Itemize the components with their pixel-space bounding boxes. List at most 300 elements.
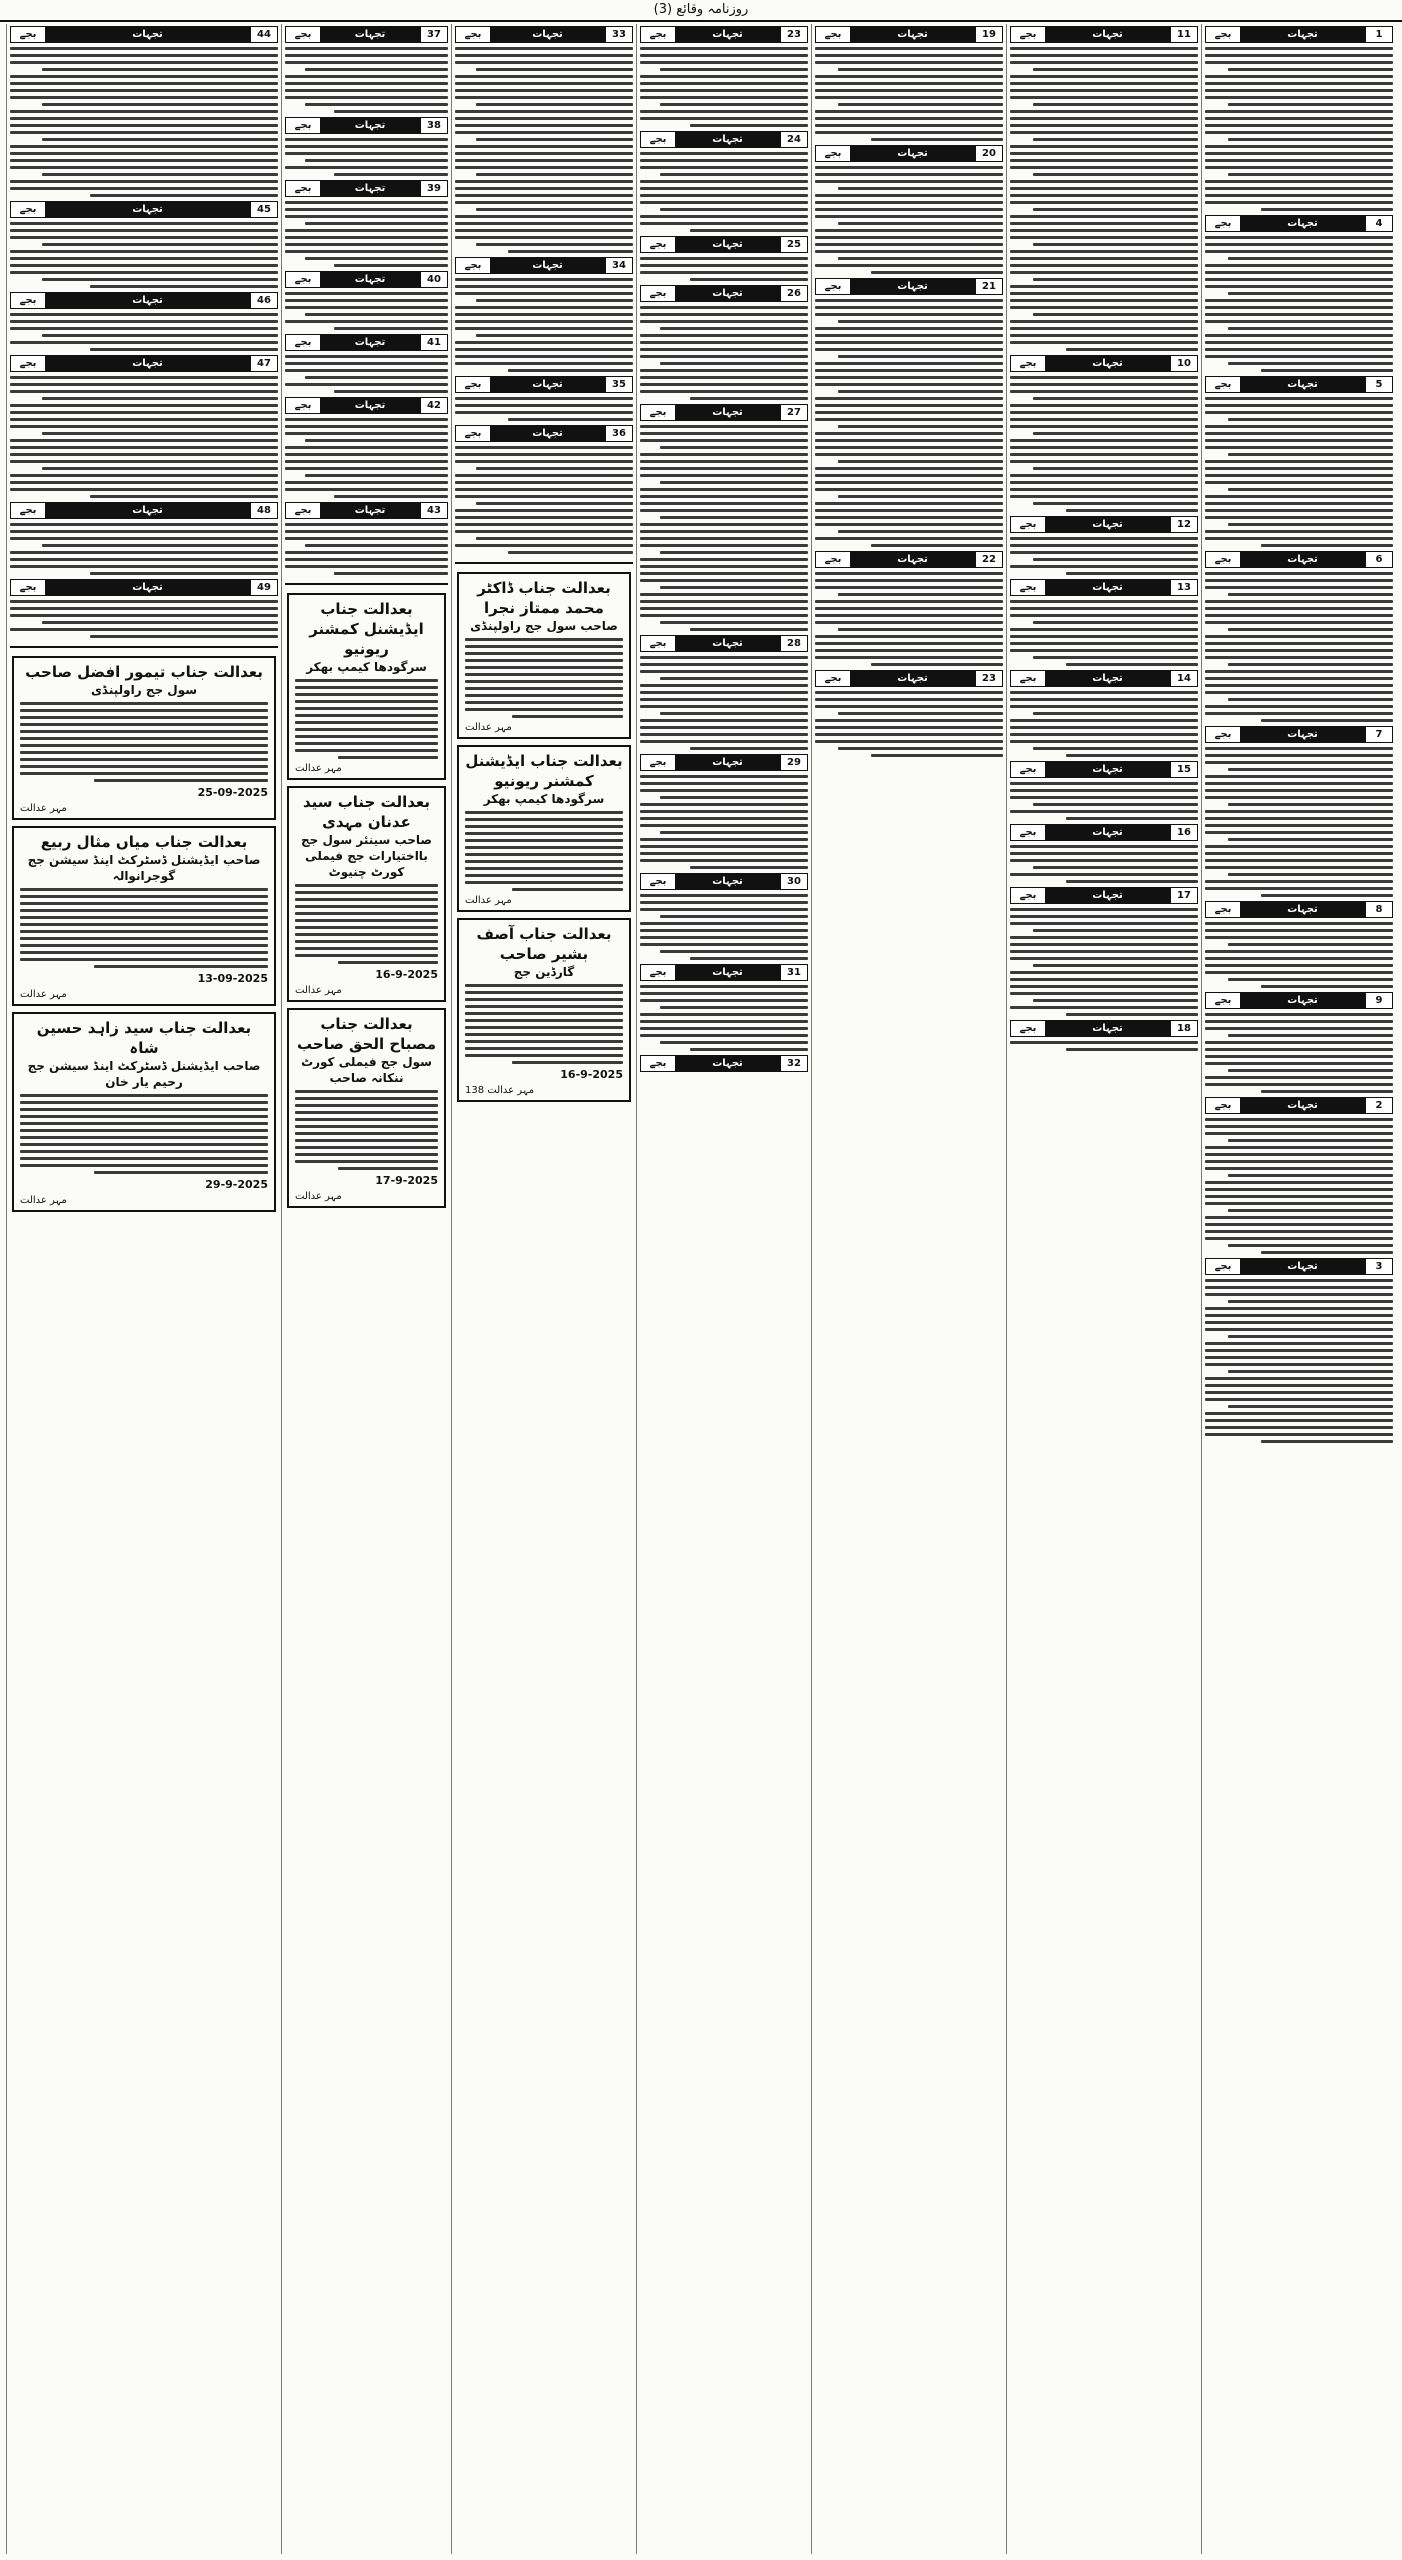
- court-subtitle: گارڈین جج: [513, 965, 575, 979]
- text-line: [815, 264, 1003, 267]
- notice-item: [10, 355, 278, 498]
- text-line: [640, 96, 808, 99]
- text-line: [1066, 509, 1198, 512]
- text-line: [476, 334, 633, 337]
- notice-header: [1205, 26, 1393, 43]
- court-notice: [287, 593, 446, 780]
- text-line: [465, 673, 623, 676]
- text-line: [815, 614, 1003, 617]
- text-line: [295, 1153, 438, 1156]
- text-line: [285, 453, 448, 456]
- text-line: [455, 215, 633, 218]
- text-line: [1261, 1251, 1393, 1254]
- notice-item: [10, 26, 278, 197]
- text-line: [1010, 978, 1198, 981]
- text-line: [20, 923, 268, 926]
- text-line: [476, 208, 633, 211]
- text-line: [660, 1041, 808, 1044]
- text-line: [1205, 495, 1393, 498]
- text-line: [455, 341, 633, 344]
- text-line: [295, 714, 438, 717]
- text-line: [285, 229, 448, 232]
- notice-number: 42: [420, 398, 447, 413]
- notice-tag: بجے: [1206, 727, 1240, 742]
- notice-label: تجہات: [45, 356, 250, 371]
- text-line: [10, 327, 278, 330]
- text-line: [455, 222, 633, 225]
- text-line: [640, 117, 808, 120]
- notice-header: [640, 236, 808, 253]
- text-line: [10, 47, 278, 50]
- text-line: [1033, 929, 1198, 932]
- court-body: [295, 1090, 438, 1170]
- text-line: [640, 54, 808, 57]
- text-line: [815, 698, 1003, 701]
- text-line: [285, 201, 448, 204]
- text-line: [10, 453, 278, 456]
- text-line: [1205, 1041, 1393, 1044]
- text-line: [1066, 1048, 1198, 1051]
- text-line: [640, 152, 808, 155]
- text-line: [1228, 453, 1393, 456]
- text-line: [10, 446, 278, 449]
- text-line: [1205, 425, 1393, 428]
- text-line: [1205, 607, 1393, 610]
- notice-label: تجہات: [675, 132, 780, 147]
- text-line: [1205, 1153, 1393, 1156]
- notice-header: [640, 873, 808, 890]
- notice-number: 8: [1365, 902, 1392, 917]
- notice-number: 16: [1170, 825, 1197, 840]
- text-line: [1205, 537, 1393, 540]
- notice-body: [10, 376, 278, 498]
- text-line: [455, 481, 633, 484]
- text-line: [640, 264, 808, 267]
- notice-number: 1: [1365, 27, 1392, 42]
- text-line: [640, 663, 808, 666]
- notice-header: [640, 754, 808, 771]
- text-line: [815, 600, 1003, 603]
- notice-item: [640, 285, 808, 400]
- text-line: [815, 299, 1003, 302]
- text-line: [1010, 222, 1198, 225]
- text-line: [512, 1061, 623, 1064]
- text-line: [1010, 341, 1198, 344]
- notice-tag: بجے: [1206, 377, 1240, 392]
- text-line: [20, 944, 268, 947]
- text-line: [1010, 1006, 1198, 1009]
- notice-header: [10, 26, 278, 43]
- court-notice: [287, 1008, 446, 1208]
- notice-body: [815, 299, 1003, 547]
- text-line: [640, 194, 808, 197]
- text-line: [305, 222, 448, 225]
- text-line: [815, 250, 1003, 253]
- text-line: [815, 579, 1003, 582]
- text-line: [1205, 306, 1393, 309]
- text-line: [815, 180, 1003, 183]
- notice-number: 30: [780, 874, 807, 889]
- text-line: [1205, 1328, 1393, 1331]
- text-line: [815, 117, 1003, 120]
- text-line: [640, 810, 808, 813]
- notice-label: تجہات: [1045, 580, 1170, 595]
- text-line: [1205, 747, 1393, 750]
- text-line: [838, 712, 1003, 715]
- divider: [10, 646, 278, 648]
- text-line: [295, 728, 438, 731]
- text-line: [476, 299, 633, 302]
- notice-tag: بجے: [11, 202, 45, 217]
- notice-item: [1205, 376, 1393, 547]
- text-line: [455, 292, 633, 295]
- text-line: [295, 721, 438, 724]
- text-line: [815, 446, 1003, 449]
- text-line: [1205, 47, 1393, 50]
- text-line: [285, 236, 448, 239]
- text-line: [1010, 264, 1198, 267]
- notice-number: 37: [420, 27, 447, 42]
- text-line: [1205, 313, 1393, 316]
- text-line: [1010, 635, 1198, 638]
- notice-tag: بجے: [286, 181, 320, 196]
- text-line: [640, 306, 808, 309]
- text-line: [1010, 327, 1198, 330]
- text-line: [1205, 1020, 1393, 1023]
- notice-label: تجہات: [850, 146, 975, 161]
- text-line: [10, 404, 278, 407]
- text-line: [42, 544, 278, 547]
- text-line: [640, 845, 808, 848]
- text-line: [455, 180, 633, 183]
- text-line: [42, 467, 278, 470]
- text-line: [455, 495, 633, 498]
- text-line: [285, 362, 448, 365]
- text-line: [838, 425, 1003, 428]
- text-line: [285, 89, 448, 92]
- notice-item: [815, 145, 1003, 274]
- text-line: [1228, 1069, 1393, 1072]
- text-line: [10, 180, 278, 183]
- text-line: [660, 551, 808, 554]
- text-line: [660, 950, 808, 953]
- text-line: [640, 656, 808, 659]
- text-line: [690, 124, 808, 127]
- text-line: [90, 572, 278, 575]
- text-line: [455, 145, 633, 148]
- text-line: [10, 222, 278, 225]
- text-line: [815, 47, 1003, 50]
- text-line: [1205, 754, 1393, 757]
- court-body: [20, 888, 268, 968]
- notice-tag: بجے: [286, 335, 320, 350]
- text-line: [640, 922, 808, 925]
- text-line: [455, 117, 633, 120]
- notice-item: [1205, 26, 1393, 211]
- notice-tag: بجے: [641, 132, 675, 147]
- notice-item: [1010, 670, 1198, 757]
- text-line: [1205, 1398, 1393, 1401]
- text-line: [815, 236, 1003, 239]
- text-line: [285, 138, 448, 141]
- text-line: [10, 425, 278, 428]
- text-line: [295, 707, 438, 710]
- text-line: [815, 572, 1003, 575]
- text-line: [285, 446, 448, 449]
- text-line: [10, 530, 278, 533]
- text-line: [10, 82, 278, 85]
- text-line: [285, 47, 448, 50]
- notice-number: 6: [1365, 552, 1392, 567]
- text-line: [1010, 320, 1198, 323]
- text-line: [455, 82, 633, 85]
- court-subtitle: سرگودھا کیمپ بھکر: [306, 660, 427, 674]
- text-line: [815, 453, 1003, 456]
- text-line: [838, 257, 1003, 260]
- text-line: [640, 992, 808, 995]
- text-line: [1010, 425, 1198, 428]
- text-line: [640, 166, 808, 169]
- notice-label: تجہات: [1240, 902, 1365, 917]
- text-line: [1010, 691, 1198, 694]
- text-line: [1205, 1237, 1393, 1240]
- text-line: [295, 947, 438, 950]
- text-line: [1010, 474, 1198, 477]
- text-line: [1010, 845, 1198, 848]
- text-line: [690, 747, 808, 750]
- text-line: [512, 888, 623, 891]
- text-line: [1205, 1216, 1393, 1219]
- court-seal-text: مہر عدالت: [465, 722, 512, 733]
- text-line: [1033, 432, 1198, 435]
- text-line: [465, 659, 623, 662]
- text-line: [815, 110, 1003, 113]
- text-line: [660, 103, 808, 106]
- text-line: [10, 110, 278, 113]
- text-line: [1205, 502, 1393, 505]
- text-line: [1205, 1384, 1393, 1387]
- text-line: [338, 1167, 438, 1170]
- notice-tag: بجے: [11, 356, 45, 371]
- notice-item: [10, 502, 278, 575]
- text-line: [1205, 117, 1393, 120]
- notice-body: [640, 775, 808, 869]
- text-line: [1010, 607, 1198, 610]
- text-line: [1205, 54, 1393, 57]
- text-line: [20, 958, 268, 961]
- notice-tag: بجے: [816, 146, 850, 161]
- text-line: [455, 110, 633, 113]
- text-line: [660, 481, 808, 484]
- text-line: [1205, 1363, 1393, 1366]
- text-line: [10, 376, 278, 379]
- text-line: [1205, 89, 1393, 92]
- text-line: [1205, 474, 1393, 477]
- text-line: [1205, 166, 1393, 169]
- divider: [455, 562, 633, 564]
- notice-number: 27: [780, 405, 807, 420]
- text-line: [640, 894, 808, 897]
- text-line: [640, 691, 808, 694]
- notice-item: [455, 26, 633, 253]
- text-line: [1010, 488, 1198, 491]
- text-line: [1205, 1013, 1393, 1016]
- notice-item: [1010, 824, 1198, 883]
- text-line: [1010, 985, 1198, 988]
- text-line: [1205, 1076, 1393, 1079]
- text-line: [640, 201, 808, 204]
- notice-label: تجہات: [490, 258, 605, 273]
- text-line: [815, 397, 1003, 400]
- notice-tag: بجے: [1206, 902, 1240, 917]
- court-title: بعدالت جناب آصف بشیر صاحب: [476, 925, 612, 963]
- notice-header: [285, 180, 448, 197]
- text-line: [1033, 866, 1198, 869]
- notice-item: [1205, 1258, 1393, 1443]
- notice-item: [640, 26, 808, 127]
- notice-tag: بجے: [1206, 1098, 1240, 1113]
- notice-item: [1010, 355, 1198, 512]
- text-line: [1010, 481, 1198, 484]
- text-line: [1205, 600, 1393, 603]
- text-line: [295, 1139, 438, 1142]
- text-line: [1010, 1041, 1198, 1044]
- notice-label: تجہات: [675, 237, 780, 252]
- text-line: [1010, 852, 1198, 855]
- notice-header: [1205, 1097, 1393, 1114]
- text-line: [1010, 145, 1198, 148]
- text-line: [10, 313, 278, 316]
- text-line: [1228, 663, 1393, 666]
- text-line: [42, 68, 278, 71]
- text-line: [42, 334, 278, 337]
- court-subtitle: صاحب سینئر سول جج بااختیارات جج فیملی کورٹ چنیوٹ: [301, 833, 432, 879]
- text-line: [640, 705, 808, 708]
- text-line: [815, 173, 1003, 176]
- notice-label: تجہات: [850, 279, 975, 294]
- text-line: [640, 740, 808, 743]
- text-line: [1228, 698, 1393, 701]
- notice-item: [1205, 551, 1393, 722]
- text-line: [1010, 614, 1198, 617]
- text-line: [1205, 446, 1393, 449]
- text-line: [10, 551, 278, 554]
- text-line: [10, 166, 278, 169]
- text-line: [1010, 110, 1198, 113]
- notice-tag: بجے: [816, 279, 850, 294]
- notice-number: 43: [420, 503, 447, 518]
- text-line: [455, 201, 633, 204]
- text-line: [1010, 82, 1198, 85]
- text-line: [42, 173, 278, 176]
- notice-label: تجہات: [1045, 825, 1170, 840]
- text-line: [295, 912, 438, 915]
- notice-number: 32: [780, 1056, 807, 1071]
- text-line: [20, 1143, 268, 1146]
- notice-item: [815, 278, 1003, 547]
- notice-number: 26: [780, 286, 807, 301]
- text-line: [640, 180, 808, 183]
- text-line: [1010, 943, 1198, 946]
- text-line: [660, 1006, 808, 1009]
- notice-label: تجہات: [490, 377, 605, 392]
- text-line: [640, 684, 808, 687]
- text-line: [285, 551, 448, 554]
- notice-label: تجہات: [1045, 1021, 1170, 1036]
- notice-number: 19: [975, 27, 1002, 42]
- column: [451, 24, 636, 2554]
- notice-header: [1205, 551, 1393, 568]
- text-line: [1033, 747, 1198, 750]
- text-line: [815, 656, 1003, 659]
- text-line: [1205, 1202, 1393, 1205]
- text-line: [1205, 530, 1393, 533]
- text-line: [285, 383, 448, 386]
- text-line: [1205, 334, 1393, 337]
- notice-body: [10, 600, 278, 638]
- text-line: [465, 708, 623, 711]
- text-line: [640, 47, 808, 50]
- text-line: [1228, 362, 1393, 365]
- text-line: [295, 926, 438, 929]
- notice-label: تجہات: [1045, 517, 1170, 532]
- notice-label: تجہات: [1240, 552, 1365, 567]
- text-line: [295, 1097, 438, 1100]
- text-line: [815, 621, 1003, 624]
- text-line: [285, 54, 448, 57]
- notice-label: تجہات: [1045, 27, 1170, 42]
- text-line: [455, 355, 633, 358]
- text-line: [1205, 1125, 1393, 1128]
- notice-label: تجہات: [675, 405, 780, 420]
- text-line: [1261, 208, 1393, 211]
- notice-body: [1205, 572, 1393, 722]
- text-line: [10, 61, 278, 64]
- text-line: [1033, 138, 1198, 141]
- text-line: [10, 159, 278, 162]
- text-line: [10, 537, 278, 540]
- text-line: [690, 866, 808, 869]
- court-seal-text: مہر عدالت: [295, 1191, 342, 1202]
- notice-header: [455, 26, 633, 43]
- text-line: [1010, 194, 1198, 197]
- notice-header: [1010, 824, 1198, 841]
- court-title: بعدالت جناب تیمور افضل صاحب: [25, 663, 263, 681]
- text-line: [640, 789, 808, 792]
- notice-label: تجہات: [320, 398, 420, 413]
- text-line: [640, 222, 808, 225]
- text-line: [1205, 61, 1393, 64]
- text-line: [295, 1111, 438, 1114]
- text-line: [1205, 887, 1393, 890]
- text-line: [1205, 201, 1393, 204]
- text-line: [20, 916, 268, 919]
- text-line: [455, 362, 633, 365]
- text-line: [640, 313, 808, 316]
- text-line: [10, 411, 278, 414]
- text-line: [1010, 383, 1198, 386]
- text-line: [285, 96, 448, 99]
- text-line: [42, 397, 278, 400]
- notice-header: [1205, 215, 1393, 232]
- text-line: [640, 1013, 808, 1016]
- text-line: [295, 693, 438, 696]
- text-line: [1205, 635, 1393, 638]
- text-line: [640, 607, 808, 610]
- notice-header: [285, 117, 448, 134]
- text-line: [1205, 621, 1393, 624]
- notice-label: تجہات: [45, 27, 250, 42]
